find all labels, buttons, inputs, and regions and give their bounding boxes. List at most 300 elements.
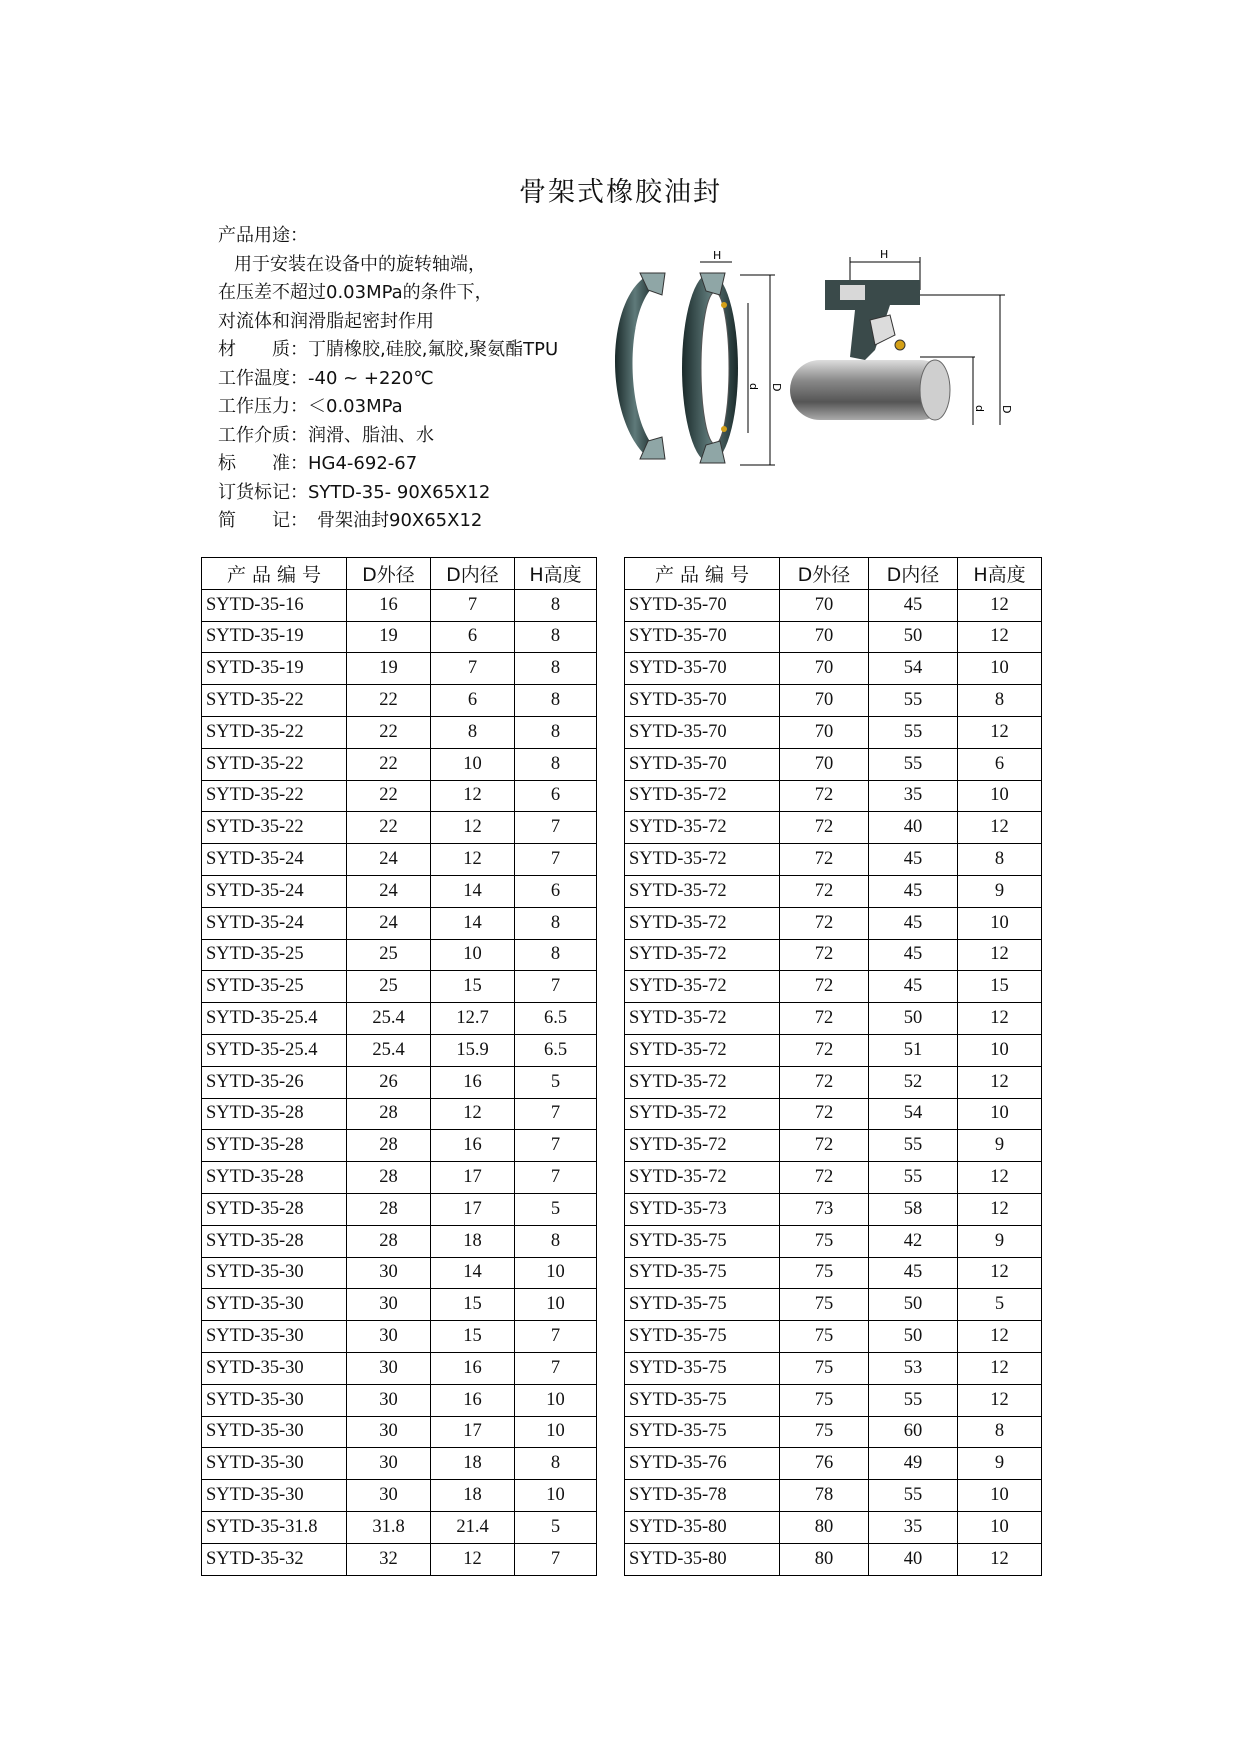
cell-outer-diameter: 75 [780,1289,869,1321]
cell-inner-diameter: 45 [869,589,958,621]
h-label: H [880,248,889,261]
cell-outer-diameter: 25.4 [347,1003,431,1035]
cell-height: 12 [958,1162,1042,1194]
cell-inner-diameter: 17 [431,1193,515,1225]
cell-height: 6 [958,748,1042,780]
cell-height: 5 [958,1289,1042,1321]
cell-inner-diameter: 55 [869,1130,958,1162]
cell-inner-diameter: 16 [431,1130,515,1162]
cell-product-code: SYTD-35-22 [202,716,347,748]
cell-product-code: SYTD-35-30 [202,1289,347,1321]
cell-product-code: SYTD-35-72 [625,1066,780,1098]
cell-inner-diameter: 55 [869,1480,958,1512]
table-row [625,1225,1042,1257]
cell-height: 12 [958,1066,1042,1098]
table-row [625,1130,1042,1162]
table-row [625,1066,1042,1098]
cell-height: 7 [515,1543,597,1575]
table-row [625,971,1042,1003]
cell-inner-diameter: 50 [869,1289,958,1321]
table-row [202,1448,597,1480]
cell-outer-diameter: 22 [347,748,431,780]
cell-height: 8 [515,1448,597,1480]
table-row [625,621,1042,653]
table-row [202,1480,597,1512]
seal-perspective-icon [615,273,665,459]
cell-outer-diameter: 22 [347,812,431,844]
cell-inner-diameter: 49 [869,1448,958,1480]
cell-outer-diameter: 72 [780,1003,869,1035]
cell-product-code: SYTD-35-30 [202,1352,347,1384]
cell-inner-diameter: 10 [431,748,515,780]
table-row [202,812,597,844]
cell-height: 6 [515,780,597,812]
cell-product-code: SYTD-35-78 [625,1480,780,1512]
cell-product-code: SYTD-35-80 [625,1543,780,1575]
cell-inner-diameter: 12.7 [431,1003,515,1035]
cell-inner-diameter: 45 [869,971,958,1003]
cell-outer-diameter: 76 [780,1448,869,1480]
cell-inner-diameter: 45 [869,875,958,907]
cell-inner-diameter: 54 [869,653,958,685]
cell-height: 9 [958,1225,1042,1257]
cell-height: 10 [958,907,1042,939]
table-row [202,1289,597,1321]
cell-height: 12 [958,1384,1042,1416]
cell-outer-diameter: 72 [780,1098,869,1130]
cell-inner-diameter: 18 [431,1225,515,1257]
table-row [202,1098,597,1130]
table-row [202,685,597,717]
cell-inner-diameter: 14 [431,875,515,907]
cell-height: 8 [515,1225,597,1257]
table-row [202,1511,597,1543]
cell-inner-diameter: 50 [869,1003,958,1035]
h-label: H [713,249,722,262]
table-row [625,589,1042,621]
cell-inner-diameter: 16 [431,1384,515,1416]
cell-height: 10 [515,1257,597,1289]
cell-inner-diameter: 55 [869,1162,958,1194]
table-row [202,1257,597,1289]
cell-outer-diameter: 72 [780,1066,869,1098]
header-inner-diameter: D内径 [869,558,958,590]
table-row [202,1066,597,1098]
cell-height: 6 [515,875,597,907]
table-row [625,1543,1042,1575]
cell-product-code: SYTD-35-30 [202,1257,347,1289]
cell-product-code: SYTD-35-32 [202,1543,347,1575]
cell-outer-diameter: 72 [780,1130,869,1162]
cell-outer-diameter: 72 [780,1162,869,1194]
table-row [625,875,1042,907]
cell-outer-diameter: 72 [780,812,869,844]
cell-inner-diameter: 45 [869,939,958,971]
cell-product-code: SYTD-35-25.4 [202,1003,347,1035]
cell-product-code: SYTD-35-28 [202,1162,347,1194]
cell-product-code: SYTD-35-70 [625,716,780,748]
cell-inner-diameter: 10 [431,939,515,971]
table-row [202,1321,597,1353]
cell-outer-diameter: 72 [780,780,869,812]
cell-height: 7 [515,1130,597,1162]
cell-product-code: SYTD-35-31.8 [202,1511,347,1543]
header-product-code: 产 品 编 号 [202,558,347,590]
cell-product-code: SYTD-35-28 [202,1193,347,1225]
cell-outer-diameter: 30 [347,1480,431,1512]
material-line: 材 质：丁腈橡胶,硅胶,氟胶,聚氨酯TPU [218,339,559,360]
cell-outer-diameter: 70 [780,716,869,748]
table-row [625,1448,1042,1480]
cell-inner-diameter: 17 [431,1162,515,1194]
cell-height: 8 [515,621,597,653]
cell-height: 8 [515,653,597,685]
cell-outer-diameter: 70 [780,748,869,780]
cell-inner-diameter: 45 [869,907,958,939]
cell-height: 10 [958,1034,1042,1066]
cell-product-code: SYTD-35-72 [625,812,780,844]
cell-height: 9 [958,1448,1042,1480]
cell-height: 8 [958,1416,1042,1448]
cell-product-code: SYTD-35-30 [202,1448,347,1480]
header-height: H高度 [515,558,597,590]
table-row [202,1384,597,1416]
cell-product-code: SYTD-35-70 [625,653,780,685]
cell-product-code: SYTD-35-70 [625,685,780,717]
medium-line: 工作介质：润滑、脂油、水 [218,424,434,446]
table-row [625,780,1042,812]
cell-product-code: SYTD-35-28 [202,1098,347,1130]
cell-height: 10 [958,780,1042,812]
cell-inner-diameter: 58 [869,1193,958,1225]
cell-height: 8 [958,685,1042,717]
cell-outer-diameter: 75 [780,1321,869,1353]
table-row [625,1352,1042,1384]
cell-product-code: SYTD-35-30 [202,1480,347,1512]
cell-product-code: SYTD-35-72 [625,875,780,907]
cell-height: 7 [515,1162,597,1194]
cell-height: 5 [515,1193,597,1225]
cell-height: 12 [958,589,1042,621]
cell-height: 12 [958,621,1042,653]
cell-product-code: SYTD-35-75 [625,1384,780,1416]
cell-product-code: SYTD-35-25 [202,939,347,971]
usage-line: 对流体和润滑脂起密封作用 [218,310,434,332]
table-row [625,685,1042,717]
cell-height: 7 [515,844,597,876]
cell-height: 10 [515,1384,597,1416]
cell-product-code: SYTD-35-72 [625,971,780,1003]
cell-inner-diameter: 53 [869,1352,958,1384]
cell-outer-diameter: 72 [780,971,869,1003]
cell-outer-diameter: 24 [347,844,431,876]
cell-height: 7 [515,1098,597,1130]
product-info [218,222,558,536]
header-product-code: 产 品 编 号 [625,558,780,590]
cell-height: 8 [515,939,597,971]
cell-outer-diameter: 70 [780,685,869,717]
cell-inner-diameter: 55 [869,748,958,780]
temperature-line: 工作温度：-40 ~ +220℃ [218,367,434,389]
cell-outer-diameter: 30 [347,1352,431,1384]
cell-inner-diameter: 50 [869,621,958,653]
cell-inner-diameter: 21.4 [431,1511,515,1543]
table-row [202,1003,597,1035]
cell-product-code: SYTD-35-24 [202,907,347,939]
table-row [625,653,1042,685]
cell-inner-diameter: 54 [869,1098,958,1130]
short-mark-line: 简 记： 骨架油封90X65X12 [218,510,483,531]
cell-product-code: SYTD-35-26 [202,1066,347,1098]
cell-product-code: SYTD-35-25 [202,971,347,1003]
table-row [625,844,1042,876]
cell-product-code: SYTD-35-70 [625,621,780,653]
cell-height: 12 [958,812,1042,844]
cell-outer-diameter: 72 [780,875,869,907]
cell-outer-diameter: 25 [347,939,431,971]
cell-product-code: SYTD-35-72 [625,1003,780,1035]
cell-inner-diameter: 6 [431,621,515,653]
table-row [625,1480,1042,1512]
cell-product-code: SYTD-35-75 [625,1257,780,1289]
cell-product-code: SYTD-35-80 [625,1511,780,1543]
cell-inner-diameter: 51 [869,1034,958,1066]
cell-inner-diameter: 45 [869,1257,958,1289]
table-row [625,1193,1042,1225]
cell-inner-diameter: 40 [869,812,958,844]
table-row [202,1034,597,1066]
cell-outer-diameter: 28 [347,1162,431,1194]
table-row [202,716,597,748]
table-row [202,971,597,1003]
cell-product-code: SYTD-35-22 [202,780,347,812]
cell-product-code: SYTD-35-75 [625,1352,780,1384]
cell-outer-diameter: 30 [347,1448,431,1480]
cell-height: 7 [515,1352,597,1384]
table-row [625,1321,1042,1353]
cell-product-code: SYTD-35-25.4 [202,1034,347,1066]
cell-height: 12 [958,939,1042,971]
cell-outer-diameter: 72 [780,1034,869,1066]
cell-product-code: SYTD-35-28 [202,1225,347,1257]
header-outer-diameter: D外径 [347,558,431,590]
cell-outer-diameter: 25.4 [347,1034,431,1066]
cell-inner-diameter: 14 [431,907,515,939]
pressure-line: 工作压力：＜0.03MPa [218,396,403,417]
cell-inner-diameter: 16 [431,1352,515,1384]
cell-height: 12 [958,1352,1042,1384]
cell-product-code: SYTD-35-22 [202,748,347,780]
cell-height: 6.5 [515,1003,597,1035]
cell-height: 8 [515,685,597,717]
cell-inner-diameter: 17 [431,1416,515,1448]
cell-inner-diameter: 12 [431,1543,515,1575]
header-inner-diameter: D内径 [431,558,515,590]
spec-table-left [201,557,597,1576]
d-inner-label: d [747,383,760,390]
usage-label: 产品用途： [218,225,308,246]
cell-product-code: SYTD-35-72 [625,1034,780,1066]
cell-inner-diameter: 35 [869,780,958,812]
cell-outer-diameter: 30 [347,1257,431,1289]
table-row [625,748,1042,780]
cell-inner-diameter: 16 [431,1066,515,1098]
header-outer-diameter: D外径 [780,558,869,590]
cell-product-code: SYTD-35-30 [202,1321,347,1353]
cell-outer-diameter: 72 [780,907,869,939]
cell-inner-diameter: 55 [869,685,958,717]
cell-outer-diameter: 19 [347,653,431,685]
cell-outer-diameter: 75 [780,1352,869,1384]
cell-outer-diameter: 24 [347,907,431,939]
standard-line: 标 准：HG4-692-67 [218,453,418,474]
table-row [202,589,597,621]
cell-height: 12 [958,1003,1042,1035]
cell-outer-diameter: 70 [780,621,869,653]
cell-height: 6.5 [515,1034,597,1066]
cell-height: 8 [515,907,597,939]
usage-line: 用于安装在设备中的旋转轴端， [234,253,486,275]
d-inner-label: d [973,405,986,412]
cell-inner-diameter: 12 [431,844,515,876]
table-row [625,1511,1042,1543]
cell-height: 7 [515,971,597,1003]
cell-inner-diameter: 12 [431,780,515,812]
cell-inner-diameter: 60 [869,1416,958,1448]
cell-outer-diameter: 75 [780,1384,869,1416]
oil-seal-illustration [600,248,1020,490]
table-row [202,1225,597,1257]
table-row [202,844,597,876]
cell-outer-diameter: 28 [347,1225,431,1257]
cell-height: 12 [958,1321,1042,1353]
cell-height: 5 [515,1066,597,1098]
cell-outer-diameter: 30 [347,1321,431,1353]
cell-height: 12 [958,1193,1042,1225]
table-row [625,1289,1042,1321]
cell-product-code: SYTD-35-75 [625,1321,780,1353]
cell-inner-diameter: 7 [431,653,515,685]
cell-outer-diameter: 28 [347,1098,431,1130]
cell-outer-diameter: 75 [780,1225,869,1257]
cell-height: 10 [958,1511,1042,1543]
cell-product-code: SYTD-35-24 [202,875,347,907]
cell-outer-diameter: 26 [347,1066,431,1098]
cell-height: 10 [515,1289,597,1321]
cell-inner-diameter: 40 [869,1543,958,1575]
cell-height: 10 [515,1416,597,1448]
cell-product-code: SYTD-35-76 [625,1448,780,1480]
cell-height: 10 [515,1480,597,1512]
table-row [202,1543,597,1575]
cell-height: 9 [958,875,1042,907]
cell-inner-diameter: 12 [431,812,515,844]
cell-outer-diameter: 31.8 [347,1511,431,1543]
cell-product-code: SYTD-35-72 [625,780,780,812]
table-row [202,621,597,653]
table-header-row [625,558,1042,590]
cell-outer-diameter: 78 [780,1480,869,1512]
table-row [625,1098,1042,1130]
seal-cross-section-icon [790,248,1013,425]
cell-product-code: SYTD-35-30 [202,1384,347,1416]
cell-inner-diameter: 18 [431,1480,515,1512]
cell-product-code: SYTD-35-70 [625,748,780,780]
cell-height: 10 [958,1098,1042,1130]
cell-outer-diameter: 75 [780,1257,869,1289]
order-mark-line: 订货标记：SYTD-35- 90X65X12 [218,481,491,503]
table-row [625,716,1042,748]
cell-height: 15 [958,971,1042,1003]
cell-outer-diameter: 70 [780,653,869,685]
cell-outer-diameter: 70 [780,589,869,621]
cell-inner-diameter: 15 [431,1289,515,1321]
table-row [202,1130,597,1162]
cell-inner-diameter: 15.9 [431,1034,515,1066]
cell-height: 8 [515,716,597,748]
cell-height: 9 [958,1130,1042,1162]
cell-inner-diameter: 55 [869,716,958,748]
cell-outer-diameter: 73 [780,1193,869,1225]
cell-height: 7 [515,1321,597,1353]
cell-outer-diameter: 80 [780,1511,869,1543]
cell-product-code: SYTD-35-22 [202,685,347,717]
cell-outer-diameter: 16 [347,589,431,621]
table-header-row [202,558,597,590]
cell-height: 10 [958,1480,1042,1512]
table-row [625,1003,1042,1035]
page-title: 骨架式橡胶油封 [519,177,722,208]
cell-product-code: SYTD-35-16 [202,589,347,621]
cell-outer-diameter: 28 [347,1130,431,1162]
cell-product-code: SYTD-35-75 [625,1289,780,1321]
table-row [625,1257,1042,1289]
cell-height: 8 [958,844,1042,876]
table-row [625,812,1042,844]
cell-height: 8 [515,748,597,780]
cell-product-code: SYTD-35-72 [625,1162,780,1194]
cell-inner-diameter: 18 [431,1448,515,1480]
cell-product-code: SYTD-35-73 [625,1193,780,1225]
table-row [202,1193,597,1225]
table-row [202,939,597,971]
table-row [202,653,597,685]
table-row [625,1162,1042,1194]
table-row [202,1416,597,1448]
cell-inner-diameter: 7 [431,589,515,621]
cell-height: 5 [515,1511,597,1543]
table-row [202,1162,597,1194]
header-height: H高度 [958,558,1042,590]
cell-outer-diameter: 22 [347,780,431,812]
cell-outer-diameter: 72 [780,844,869,876]
cell-outer-diameter: 25 [347,971,431,1003]
cell-outer-diameter: 30 [347,1416,431,1448]
table-row [625,1034,1042,1066]
cell-product-code: SYTD-35-75 [625,1225,780,1257]
table-row [625,939,1042,971]
cell-inner-diameter: 45 [869,844,958,876]
table-row [202,1352,597,1384]
seal-front-icon [682,249,783,465]
cell-product-code: SYTD-35-72 [625,939,780,971]
cell-product-code: SYTD-35-28 [202,1130,347,1162]
d-outer-label: D [770,383,783,392]
table-row [202,907,597,939]
table-row [625,1416,1042,1448]
cell-inner-diameter: 50 [869,1321,958,1353]
cell-inner-diameter: 52 [869,1066,958,1098]
